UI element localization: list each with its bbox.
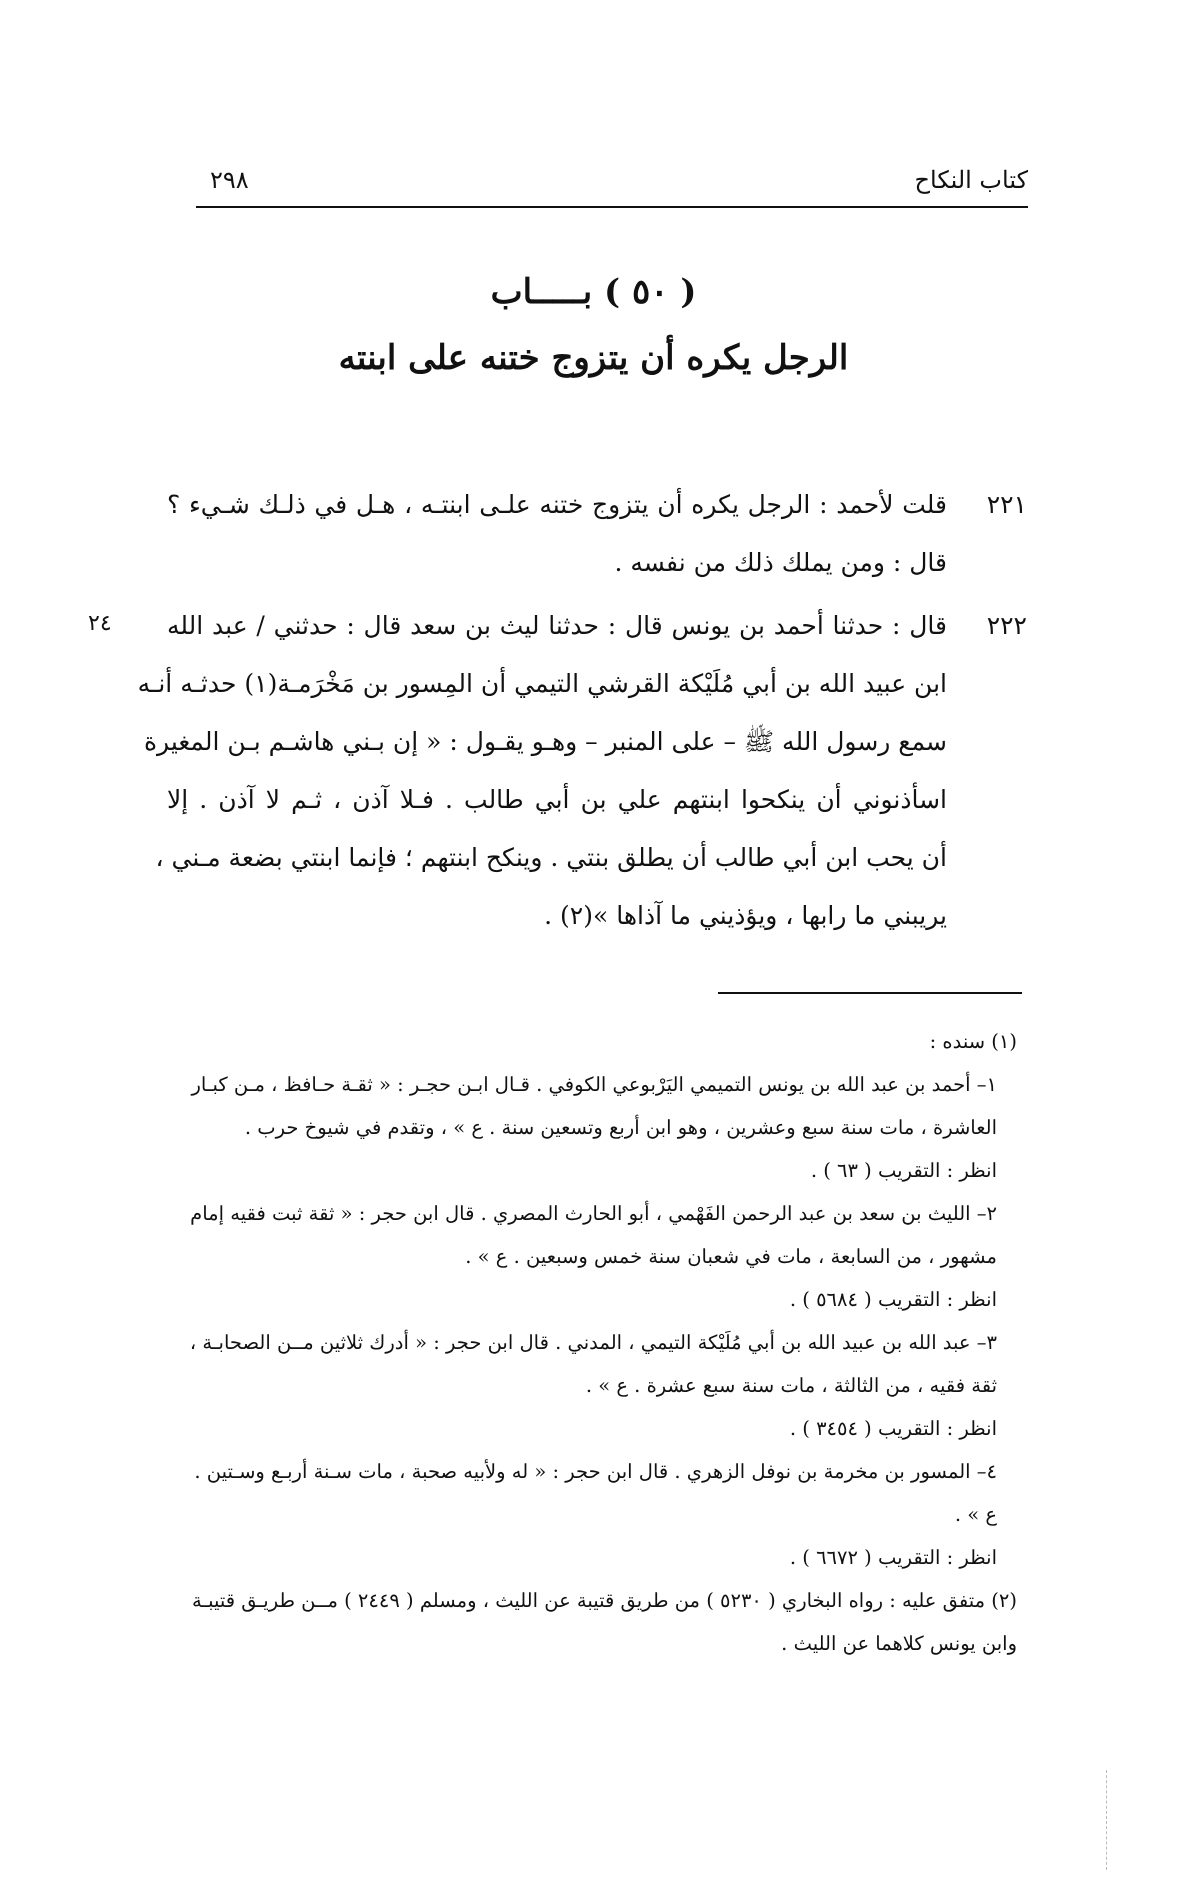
chapter-title: الرجل يكره أن يتزوج ختنه على ابنته xyxy=(338,338,849,378)
footnote-reference: انظر : التقريب ( ٦٦٧٢ ) . xyxy=(789,1546,997,1569)
scan-edge-mark xyxy=(1106,1770,1108,1870)
text-line: أن يحب ابن أبي طالب أن يطلق بنتي . وينكح ابنتهم ؛ فإنما ابنتي بضعة مـني ، xyxy=(155,843,947,872)
paragraph-number: ٢٢٢ xyxy=(986,611,1027,640)
footnote-line: ثقة فقيه ، من الثالثة ، مات سنة سبع عشرة . ع » . xyxy=(585,1374,997,1397)
page-number: ٢٩٨ xyxy=(210,166,249,194)
book-title: كتاب النكاح xyxy=(914,166,1028,194)
footnote-line: (٢) متفق عليه : رواه البخاري ( ٥٢٣٠ ) من طريق قتيبة عن الليث ، ومسلم ( ٢٤٤٩ ) مــن طريـق قتيبـة xyxy=(191,1589,1017,1612)
text-line: قلت لأحمد : الرجل يكره أن يتزوج ختنه علـى ابنتـه ، هـل في ذلـك شـيء ؟ xyxy=(167,490,947,519)
footnote-line: ١– أحمد بن عبد الله بن يونس التميمي اليَرْبوعي الكوفي . قـال ابـن حجـر : « ثقـة حـافظ ، مـن كبـار xyxy=(191,1073,997,1096)
footnote-1-heading: (١) سنده : xyxy=(929,1030,1017,1053)
margin-note: ٢٤ xyxy=(88,611,112,636)
footnote-reference: انظر : التقريب ( ٣٤٥٤ ) . xyxy=(789,1417,997,1440)
footnote-line: العاشرة ، مات سنة سبع وعشرين ، وهو ابن أربع وتسعين سنة . ع » ، وتقدم في شيوخ حرب . xyxy=(244,1116,997,1139)
footnote-2 xyxy=(191,1579,1017,1665)
footnote-narrator-3 xyxy=(189,1321,1017,1407)
footnote-reference: انظر : التقريب ( ٥٦٨٤ ) . xyxy=(789,1288,997,1311)
footnote-line: وابن يونس كلاهما عن الليث . xyxy=(781,1632,1017,1655)
footnote-narrator-1 xyxy=(191,1063,1017,1149)
text-line: يريبني ما رابها ، ويؤذيني ما آذاها »(٢) . xyxy=(544,901,947,930)
text-line: اسأذنوني أن ينكحوا ابنتهم علي بن أبي طالب . فـلا آذن ، ثـم لا آذن . إلا xyxy=(167,785,947,814)
paragraph-number: ٢٢١ xyxy=(986,490,1027,519)
footnote-line: ع » . xyxy=(954,1503,997,1526)
footnote-narrator-4 xyxy=(194,1450,1017,1536)
paragraph-221 xyxy=(167,476,1027,592)
text-line: سمع رسول الله ﷺ – على المنبر – وهـو يقـول : « إن بـني هاشـم بـن المغيرة xyxy=(143,727,947,756)
paragraph-222 xyxy=(137,597,1027,945)
text-line: قال : ومن يملك ذلك من نفسه . xyxy=(614,548,947,577)
footnotes xyxy=(189,1020,1017,1665)
footnote-reference: انظر : التقريب ( ٦٣ ) . xyxy=(810,1159,997,1182)
text-line: قال : حدثنا أحمد بن يونس قال : حدثنا ليث بن سعد قال : حدثني / عبد الله xyxy=(167,611,947,640)
footnote-divider xyxy=(718,992,1022,994)
chapter-number: ( ٥٠ ) بـــــاب xyxy=(490,272,697,312)
footnote-line: مشهور ، من السابعة ، مات في شعبان سنة خمس وسبعين . ع » . xyxy=(465,1245,997,1268)
footnote-line: ٤– المسور بن مخرمة بن نوفل الزهري . قال ابن حجر : « له ولأبيه صحبة ، مات سـنة أربـع وسـتين . xyxy=(194,1460,997,1483)
footnote-narrator-2 xyxy=(190,1192,1017,1278)
footnote-line: ٢– الليث بن سعد بن عبد الرحمن الفَهْمي ، أبو الحارث المصري . قال ابن حجر : « ثقة ثبت فقيه إمام xyxy=(190,1202,997,1225)
footnote-line: ٣– عبد الله بن عبيد الله بن أبي مُلَيْكة التيمي ، المدني . قال ابن حجر : « أدرك ثلاثين مــن الصحابـة ، xyxy=(189,1331,997,1354)
text-line: ابن عبيد الله بن أبي مُلَيْكة القرشي التيمي أن المِسور بن مَخْرَمـة(١) حدثـه أنـه xyxy=(137,669,947,698)
running-header xyxy=(196,160,1028,208)
